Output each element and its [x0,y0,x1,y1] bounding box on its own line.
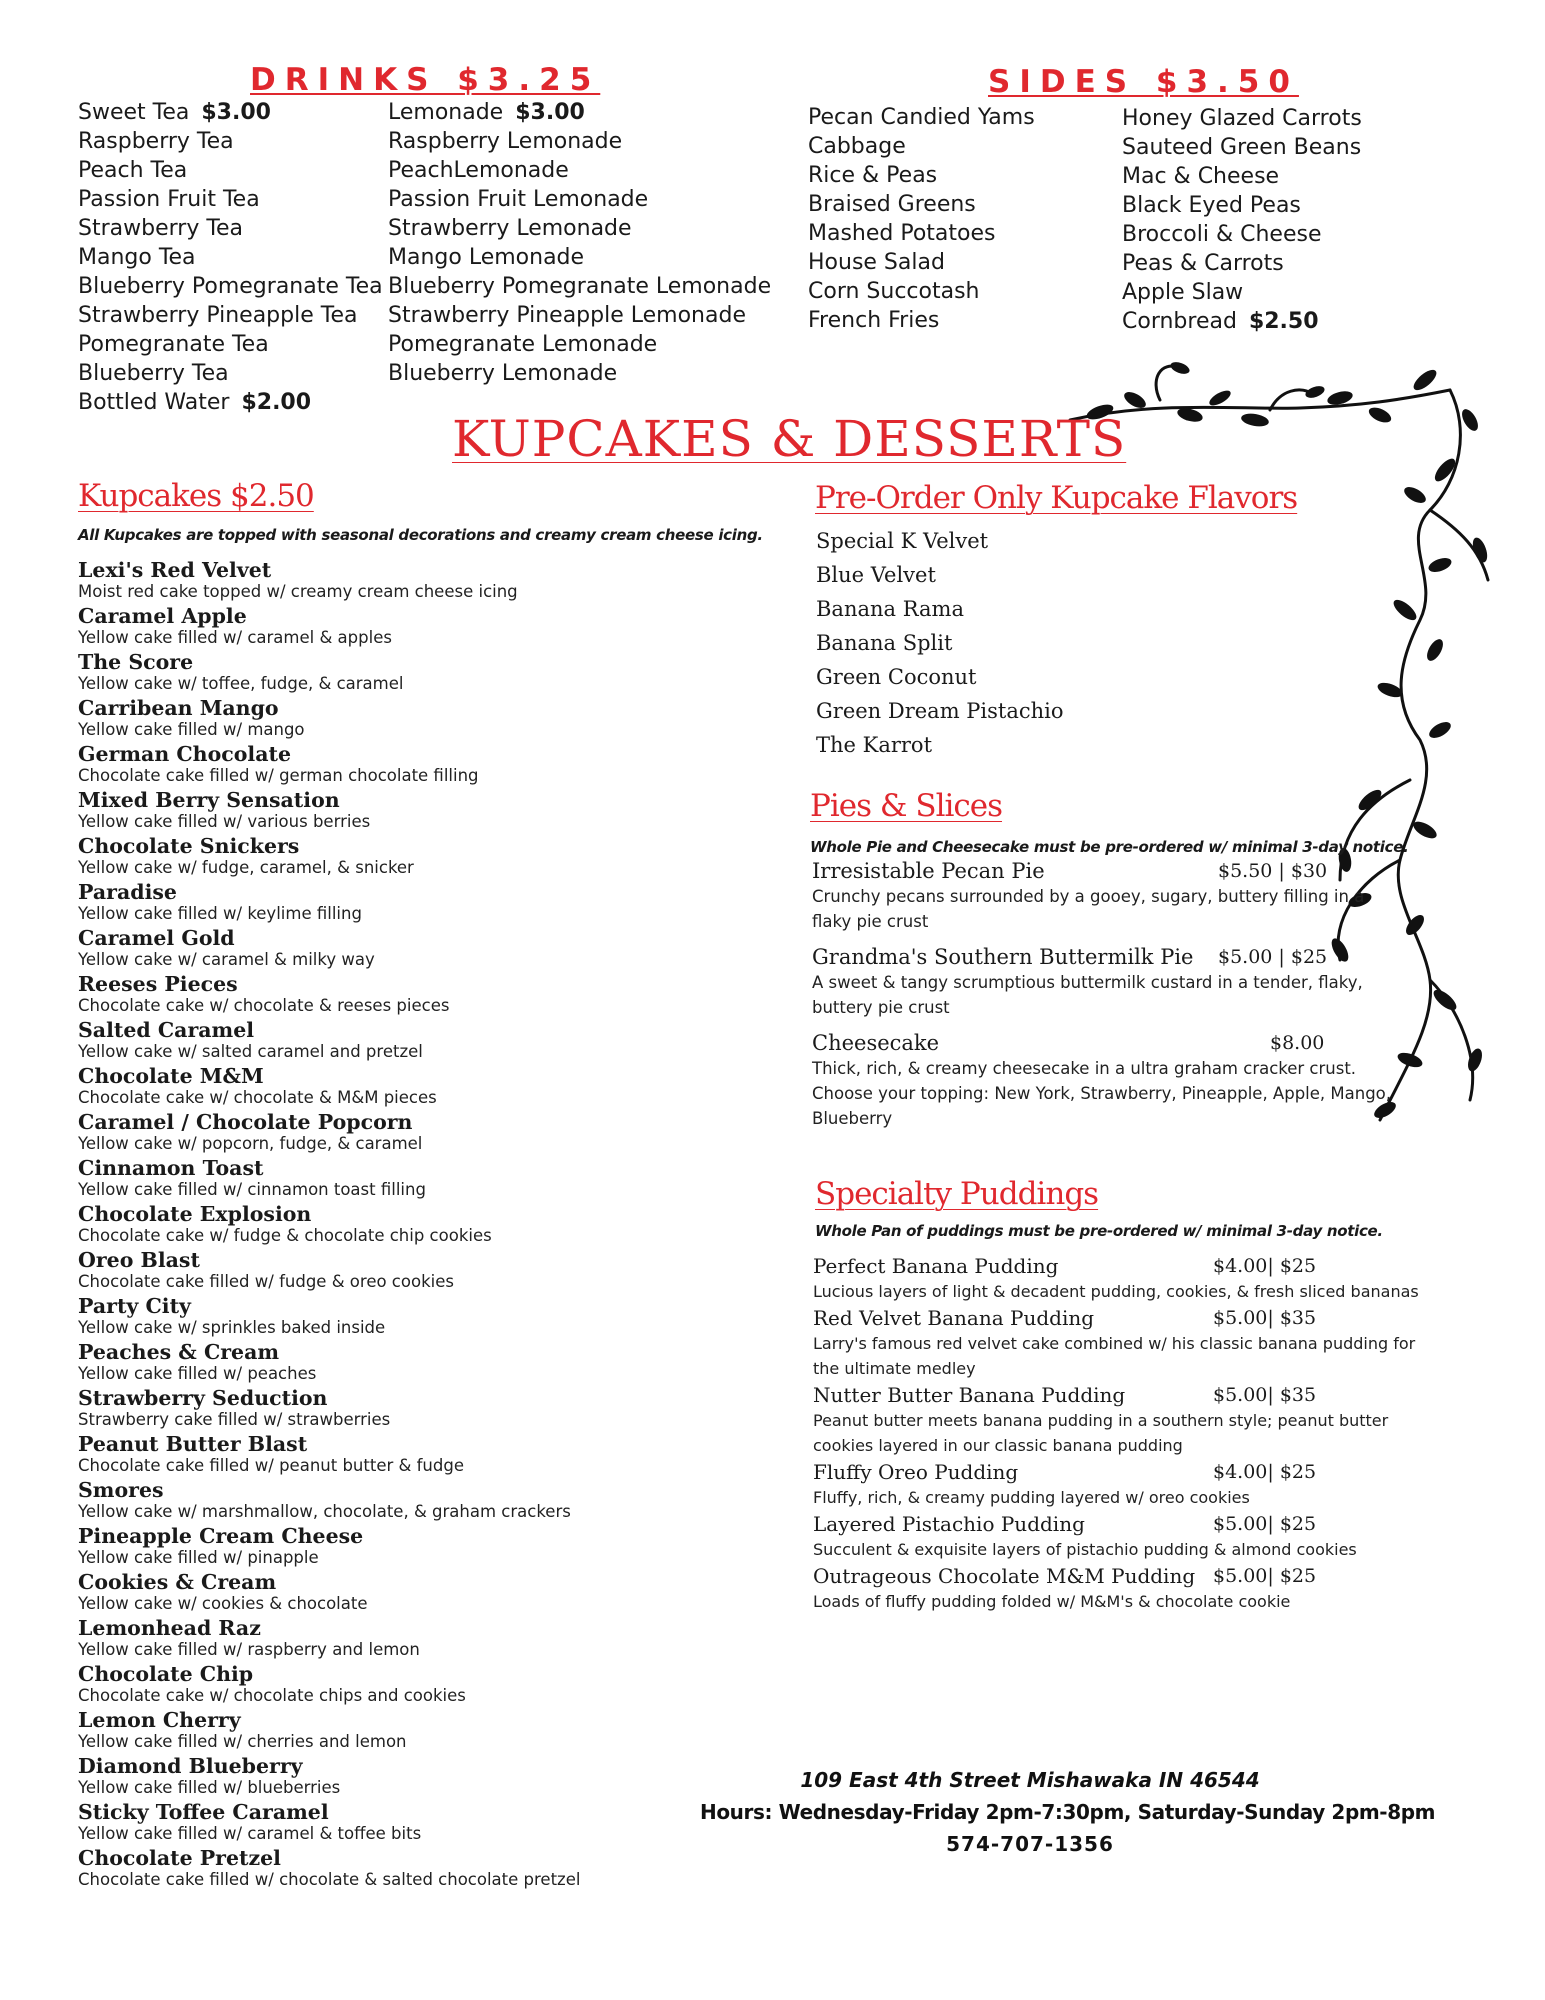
item-name: Broccoli & Cheese [1122,222,1322,247]
item-name: House Salad [808,250,945,275]
pie-row [812,944,1412,970]
pie-row [812,858,1412,884]
pudding-name: Perfect Banana Pudding [813,1254,1059,1278]
pudding-desc: Lucious layers of light & decadent pudding, cookies, & fresh sliced bananas [813,1282,1419,1301]
item-name: Braised Greens [808,192,976,217]
kupcake-name: Mixed Berry Sensation [78,788,340,812]
kupcake-item [78,742,778,788]
menu-item [1122,278,1362,307]
pudding-row [813,1563,1433,1589]
item-name: Raspberry Lemonade [388,129,623,154]
pie-desc: A sweet & tangy scrumptious buttermilk custard in a tender, flaky, buttery pie crust [812,973,1363,1017]
item-name: Honey Glazed Carrots [1122,106,1362,131]
pudding-price: $4.00| $25 [1213,1255,1317,1277]
kupcake-item [78,1800,778,1846]
menu-item [808,219,1035,248]
kupcake-item [78,1294,778,1340]
pies-title: Pies & Slices [810,788,1003,824]
menu-item [388,243,771,272]
pudding-name: Fluffy Oreo Pudding [813,1460,1019,1484]
kupcake-name: Strawberry Seduction [78,1386,328,1410]
item-name: Corn Succotash [808,279,980,304]
kupcake-item [78,1478,778,1524]
kupcake-name: Diamond Blueberry [78,1754,303,1778]
pie-item [812,858,1412,934]
item-name: Apple Slaw [1122,280,1244,305]
kupcake-name: Lemon Cherry [78,1708,241,1732]
kupcake-desc: Yellow cake filled w/ various berries [78,812,371,831]
pudding-row [813,1511,1433,1537]
menu-item [808,277,1035,306]
pies-note: Whole Pie and Cheesecake must be pre-ordered w/ minimal 3-day notice. [810,838,1409,856]
menu-item [388,272,771,301]
item-name: Blueberry Pomegranate Tea [78,274,383,299]
pudding-name: Nutter Butter Banana Pudding [813,1383,1126,1407]
menu-item [78,185,383,214]
kupcake-item [78,1524,778,1570]
kupcake-desc: Strawberry cake filled w/ strawberries [78,1410,391,1429]
kupcake-item [78,1248,778,1294]
kupcake-name: Chocolate M&M [78,1064,264,1088]
menu-item [808,306,1035,335]
item-name: Bottled Water [78,390,230,415]
menu-item [1122,133,1362,162]
kupcake-desc: Yellow cake w/ fudge, caramel, & snicker [78,858,414,877]
menu-item [1122,104,1362,133]
menu-item [78,359,383,388]
menu-item [1122,307,1362,336]
preorder-flavor: Blue Velvet [816,563,936,587]
kupcake-name: Lexi's Red Velvet [78,558,272,582]
menu-item [388,127,771,156]
pie-row [812,1030,1412,1056]
kupcake-desc: Chocolate cake filled w/ german chocolate filling [78,766,479,785]
kupcake-item [78,650,778,696]
preorder-flavor: Green Dream Pistachio [816,699,1064,723]
menu-item [78,330,383,359]
preorder-flavor: Special K Velvet [816,529,989,553]
kupcake-name: Lemonhead Raz [78,1616,261,1640]
menu-item [388,98,771,127]
desserts-title: KUPCAKES & DESSERTS [452,410,1127,468]
kupcake-name: Caramel Gold [78,926,235,950]
menu-item [78,388,383,417]
pie-name: Cheesecake [812,1031,940,1055]
pudding-price: $4.00| $25 [1213,1461,1317,1483]
footer-address: 109 East 4th Street Mishawaka IN 46544 [800,1768,1260,1792]
kupcake-desc: Yellow cake filled w/ caramel & apples [78,628,392,647]
preorder-flavor: The Karrot [816,733,933,757]
menu-item [78,214,383,243]
item-name: Cabbage [808,134,906,159]
preorder-flavor: Banana Rama [816,597,964,621]
kupcake-desc: Yellow cake w/ salted caramel and pretzel [78,1042,423,1061]
preorder-title: Pre-Order Only Kupcake Flavors [815,480,1298,516]
item-name: Mango Lemonade [388,245,585,270]
kupcake-item [78,788,778,834]
kupcake-name: Cookies & Cream [78,1570,277,1594]
item-name: Lemonade [388,100,504,125]
pudding-item [813,1253,1433,1304]
kupcakes-note: All Kupcakes are topped with seasonal decorations and creamy cream cheese icing. [78,526,763,544]
item-price: $2.00 [241,390,312,415]
item-name: Strawberry Pineapple Lemonade [388,303,746,328]
kupcake-desc: Chocolate cake filled w/ peanut butter & fudge [78,1456,464,1475]
pudding-desc: Succulent & exquisite layers of pistachio pudding & almond cookies [813,1540,1357,1559]
pudding-item [813,1305,1433,1381]
item-name: Black Eyed Peas [1122,193,1301,218]
item-name: PeachLemonade [388,158,569,183]
menu-item [78,301,383,330]
pudding-name: Outrageous Chocolate M&M Pudding [813,1564,1196,1588]
item-name: Mac & Cheese [1122,164,1280,189]
pudding-item [813,1511,1433,1562]
item-name: Passion Fruit Lemonade [388,187,649,212]
item-name: Strawberry Pineapple Tea [78,303,358,328]
kupcake-item [78,696,778,742]
kupcake-name: Chocolate Explosion [78,1202,312,1226]
kupcake-item [78,972,778,1018]
footer-contact [700,1764,1436,1860]
kupcake-name: Smores [78,1478,164,1502]
sides-list-right [1122,104,1362,336]
pie-name: Grandma's Southern Buttermilk Pie [812,945,1194,969]
pudding-price: $5.00| $35 [1213,1384,1317,1406]
item-name: Cornbread [1122,309,1237,334]
pudding-desc: Loads of fluffy pudding folded w/ M&M's & chocolate cookie [813,1592,1291,1611]
pudding-price: $5.00| $35 [1213,1307,1317,1329]
kupcake-name: Salted Caramel [78,1018,255,1042]
kupcake-item [78,558,778,604]
item-name: Raspberry Tea [78,129,234,154]
kupcake-name: The Score [78,650,194,674]
kupcake-item [78,1846,778,1892]
item-name: Pecan Candied Yams [808,105,1035,130]
item-name: Strawberry Tea [78,216,244,241]
menu-item [388,156,771,185]
pudding-desc: Larry's famous red velvet cake combined w/ his classic banana pudding for the ultimate medley [813,1334,1416,1378]
sides-heading: SIDES $3.50 [988,64,1299,100]
kupcake-list [78,558,778,1892]
kupcake-desc: Chocolate cake w/ fudge & chocolate chip cookies [78,1226,492,1245]
footer-hours: Hours: Wednesday-Friday 2pm-7:30pm, Saturday-Sunday 2pm-8pm [700,1800,1436,1824]
pudding-row [813,1305,1433,1331]
kupcake-desc: Chocolate cake w/ chocolate & M&M pieces [78,1088,437,1107]
item-name: Blueberry Tea [78,361,229,386]
menu-item [388,359,771,388]
drinks-lemonade-list [388,98,771,388]
kupcake-name: Peaches & Cream [78,1340,280,1364]
pudding-item [813,1563,1433,1614]
item-name: Peach Tea [78,158,188,183]
pudding-name: Layered Pistachio Pudding [813,1512,1085,1536]
item-price: $3.00 [515,100,585,125]
footer-phone: 574-707-1356 [946,1832,1114,1856]
kupcake-item [78,1202,778,1248]
item-name: Peas & Carrots [1122,251,1284,276]
kupcake-desc: Yellow cake filled w/ keylime filling [78,904,362,923]
pie-price: $5.00 | $25 [1218,946,1328,968]
kupcake-item [78,1432,778,1478]
pie-name: Irresistable Pecan Pie [812,859,1045,883]
kupcake-desc: Yellow cake w/ caramel & milky way [78,950,375,969]
menu-item [78,98,383,127]
item-name: Sweet Tea [78,100,190,125]
kupcake-desc: Yellow cake w/ sprinkles baked inside [78,1318,386,1337]
kupcake-name: Paradise [78,880,177,904]
menu-item [808,161,1035,190]
kupcake-desc: Yellow cake filled w/ raspberry and lemon [78,1640,420,1659]
pudding-desc: Fluffy, rich, & creamy pudding layered w/ oreo cookies [813,1488,1250,1507]
kupcake-desc: Chocolate cake filled w/ chocolate & salted chocolate pretzel [78,1870,581,1889]
kupcake-item [78,1340,778,1386]
kupcake-item [78,834,778,880]
item-name: Blueberry Pomegranate Lemonade [388,274,772,299]
kupcake-desc: Yellow cake w/ toffee, fudge, & caramel [78,674,404,693]
menu-item [388,185,771,214]
menu-item [1122,162,1362,191]
item-name: Strawberry Lemonade [388,216,632,241]
pie-desc: Crunchy pecans surrounded by a gooey, sugary, buttery filling in a flaky pie crust [812,887,1365,931]
kupcake-name: Chocolate Pretzel [78,1846,281,1870]
kupcake-desc: Chocolate cake filled w/ fudge & oreo cookies [78,1272,454,1291]
kupcake-desc: Yellow cake filled w/ cinnamon toast filling [78,1180,426,1199]
pie-item [812,1030,1412,1131]
pudding-item [813,1382,1433,1458]
kupcake-desc: Yellow cake filled w/ caramel & toffee bits [78,1824,422,1843]
item-name: French Fries [808,308,940,333]
kupcake-item [78,1708,778,1754]
pie-price: $8.00 [1270,1032,1325,1054]
pie-item [812,944,1412,1020]
drinks-tea-list [78,98,383,417]
menu-item [78,127,383,156]
kupcake-name: Caramel Apple [78,604,247,628]
item-name: Sauteed Green Beans [1122,135,1362,160]
kupcake-item [78,1754,778,1800]
item-name: Passion Fruit Tea [78,187,260,212]
drinks-heading: DRINKS $3.25 [250,62,601,98]
kupcake-name: Carribean Mango [78,696,279,720]
menu-item [78,243,383,272]
kupcakes-title: Kupcakes $2.50 [78,478,314,514]
menu-item [808,132,1035,161]
preorder-flavor: Banana Split [816,631,953,655]
kupcake-item [78,1616,778,1662]
item-name: Pomegranate Lemonade [388,332,658,357]
menu-item [78,156,383,185]
menu-item [808,248,1035,277]
menu-item [388,330,771,359]
menu-item [78,272,383,301]
kupcake-desc: Yellow cake filled w/ blueberries [78,1778,341,1797]
pudding-desc: Peanut butter meets banana pudding in a southern style; peanut butter cookies layered in our classic banana pudding [813,1411,1389,1455]
menu-item [1122,249,1362,278]
item-name: Rice & Peas [808,163,938,188]
kupcake-desc: Yellow cake filled w/ cherries and lemon [78,1732,407,1751]
kupcake-item [78,1386,778,1432]
pudding-row [813,1253,1433,1279]
kupcake-desc: Chocolate cake w/ chocolate chips and cookies [78,1686,466,1705]
kupcake-desc: Yellow cake w/ popcorn, fudge, & caramel [78,1134,423,1153]
pudding-list [813,1253,1433,1615]
kupcake-name: Cinnamon Toast [78,1156,264,1180]
kupcake-name: Party City [78,1294,191,1318]
puddings-title: Specialty Puddings [815,1176,1099,1212]
pudding-price: $5.00| $25 [1213,1565,1317,1587]
kupcake-desc: Yellow cake filled w/ peaches [78,1364,317,1383]
kupcake-desc: Yellow cake w/ cookies & chocolate [78,1594,368,1613]
kupcake-item [78,926,778,972]
kupcake-name: German Chocolate [78,742,291,766]
kupcake-name: Peanut Butter Blast [78,1432,308,1456]
kupcake-item [78,1064,778,1110]
kupcake-name: Sticky Toffee Caramel [78,1800,329,1824]
kupcake-item [78,880,778,926]
kupcake-desc: Yellow cake w/ marshmallow, chocolate, & graham crackers [78,1502,571,1521]
menu-item [808,103,1035,132]
kupcake-name: Pineapple Cream Cheese [78,1524,364,1548]
item-price: $2.50 [1248,309,1319,334]
kupcake-name: Oreo Blast [78,1248,200,1272]
item-name: Mashed Potatoes [808,221,996,246]
menu-item [388,214,771,243]
pudding-item [813,1459,1433,1510]
puddings-note: Whole Pan of puddings must be pre-ordered w/ minimal 3-day notice. [815,1222,1383,1240]
kupcake-name: Chocolate Snickers [78,834,300,858]
pudding-row [813,1459,1433,1485]
pudding-row [813,1382,1433,1408]
kupcake-desc: Yellow cake filled w/ pinapple [78,1548,319,1567]
menu-item [808,190,1035,219]
kupcake-item [78,1662,778,1708]
item-price: $3.00 [201,100,271,125]
kupcake-desc: Chocolate cake w/ chocolate & reeses pieces [78,996,450,1015]
pie-price: $5.50 | $30 [1218,860,1328,882]
kupcake-item [78,1570,778,1616]
menu-item [1122,191,1362,220]
kupcake-name: Reeses Pieces [78,972,238,996]
pie-list [812,858,1412,1141]
kupcake-desc: Moist red cake topped w/ creamy cream cheese icing [78,582,518,601]
pudding-price: $5.00| $25 [1213,1513,1317,1535]
preorder-flavor: Green Coconut [816,665,977,689]
kupcake-name: Caramel / Chocolate Popcorn [78,1110,413,1134]
item-name: Mango Tea [78,245,196,270]
preorder-list [816,524,1064,762]
sides-list-left [808,103,1035,335]
menu-item [1122,220,1362,249]
item-name: Pomegranate Tea [78,332,269,357]
kupcake-item [78,1156,778,1202]
kupcake-name: Chocolate Chip [78,1662,254,1686]
kupcake-item [78,1018,778,1064]
pie-desc: Thick, rich, & creamy cheesecake in a ultra graham cracker crust. Choose your topping: New York, Strawberry, Pineapple, Apple, Mango, Blueberry [812,1059,1392,1128]
item-name: Blueberry Lemonade [388,361,618,386]
pudding-name: Red Velvet Banana Pudding [813,1306,1095,1330]
kupcake-item [78,604,778,650]
kupcake-desc: Yellow cake filled w/ mango [78,720,305,739]
menu-item [388,301,771,330]
kupcake-item [78,1110,778,1156]
